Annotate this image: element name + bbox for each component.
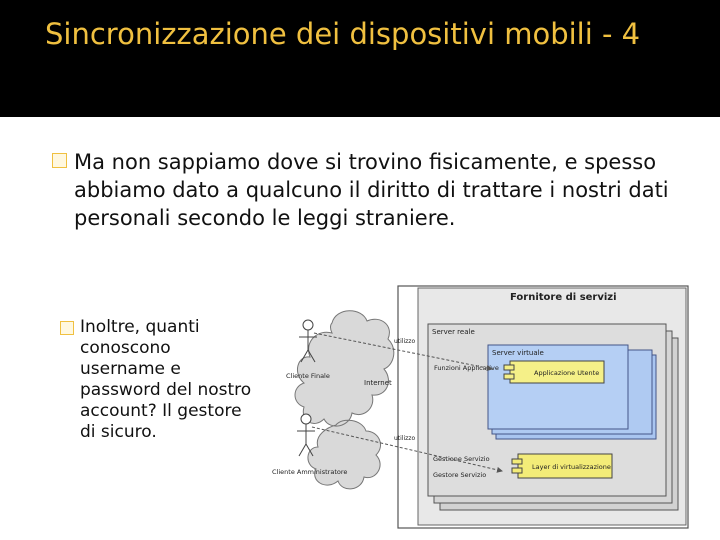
slide-title: Sincronizzazione dei dispositivi mobili - 4 xyxy=(45,17,641,51)
bullet-item-1 xyxy=(52,148,692,232)
bullet-text-2: Inoltre, quanti conoscono username e password del nostro account? Il gestore di sicuro. xyxy=(80,317,252,442)
bullet-text-1: Ma non sappiamo dove si trovino fisicamente, e spesso abbiamo dato a qualcuno il diritto di trattare i nostri dati personali secondo le leggi straniere. xyxy=(74,150,669,230)
component-icon xyxy=(504,374,514,379)
utilizzo-label-1: utilizzo xyxy=(394,338,416,345)
utilizzo-label-2: utilizzo xyxy=(394,435,416,442)
bullet-item-2 xyxy=(60,317,260,443)
layer-label: Layer di virtualizzazione xyxy=(532,463,611,471)
actor-icon xyxy=(301,414,311,424)
bullet-icon xyxy=(52,153,67,168)
gestore-label: Gestore Servizio xyxy=(433,471,487,479)
gestione-label: Gestione Servizio xyxy=(433,455,490,463)
actor-leg xyxy=(299,444,306,456)
cliente-admin-label: Cliente Amministratore xyxy=(272,468,348,476)
cloud-service-diagram xyxy=(270,285,690,530)
cliente-finale-label: Cliente Finale xyxy=(286,372,330,380)
server-virtuale-label: Server virtuale xyxy=(492,349,544,357)
component-icon xyxy=(512,468,522,473)
applicazione-label: Applicazione Utente xyxy=(534,369,600,377)
server-reale-label: Server reale xyxy=(432,328,475,336)
bullet-icon xyxy=(60,321,74,335)
internet-label: Internet xyxy=(364,379,392,387)
server-virtuale-box xyxy=(488,345,628,429)
funzioni-label: Funzioni Applicative xyxy=(434,364,499,372)
title-bar xyxy=(0,0,720,117)
provider-label: Fornitore di servizi xyxy=(510,292,617,303)
component-icon xyxy=(504,365,514,370)
actor-icon xyxy=(303,320,313,330)
component-icon xyxy=(512,459,522,464)
